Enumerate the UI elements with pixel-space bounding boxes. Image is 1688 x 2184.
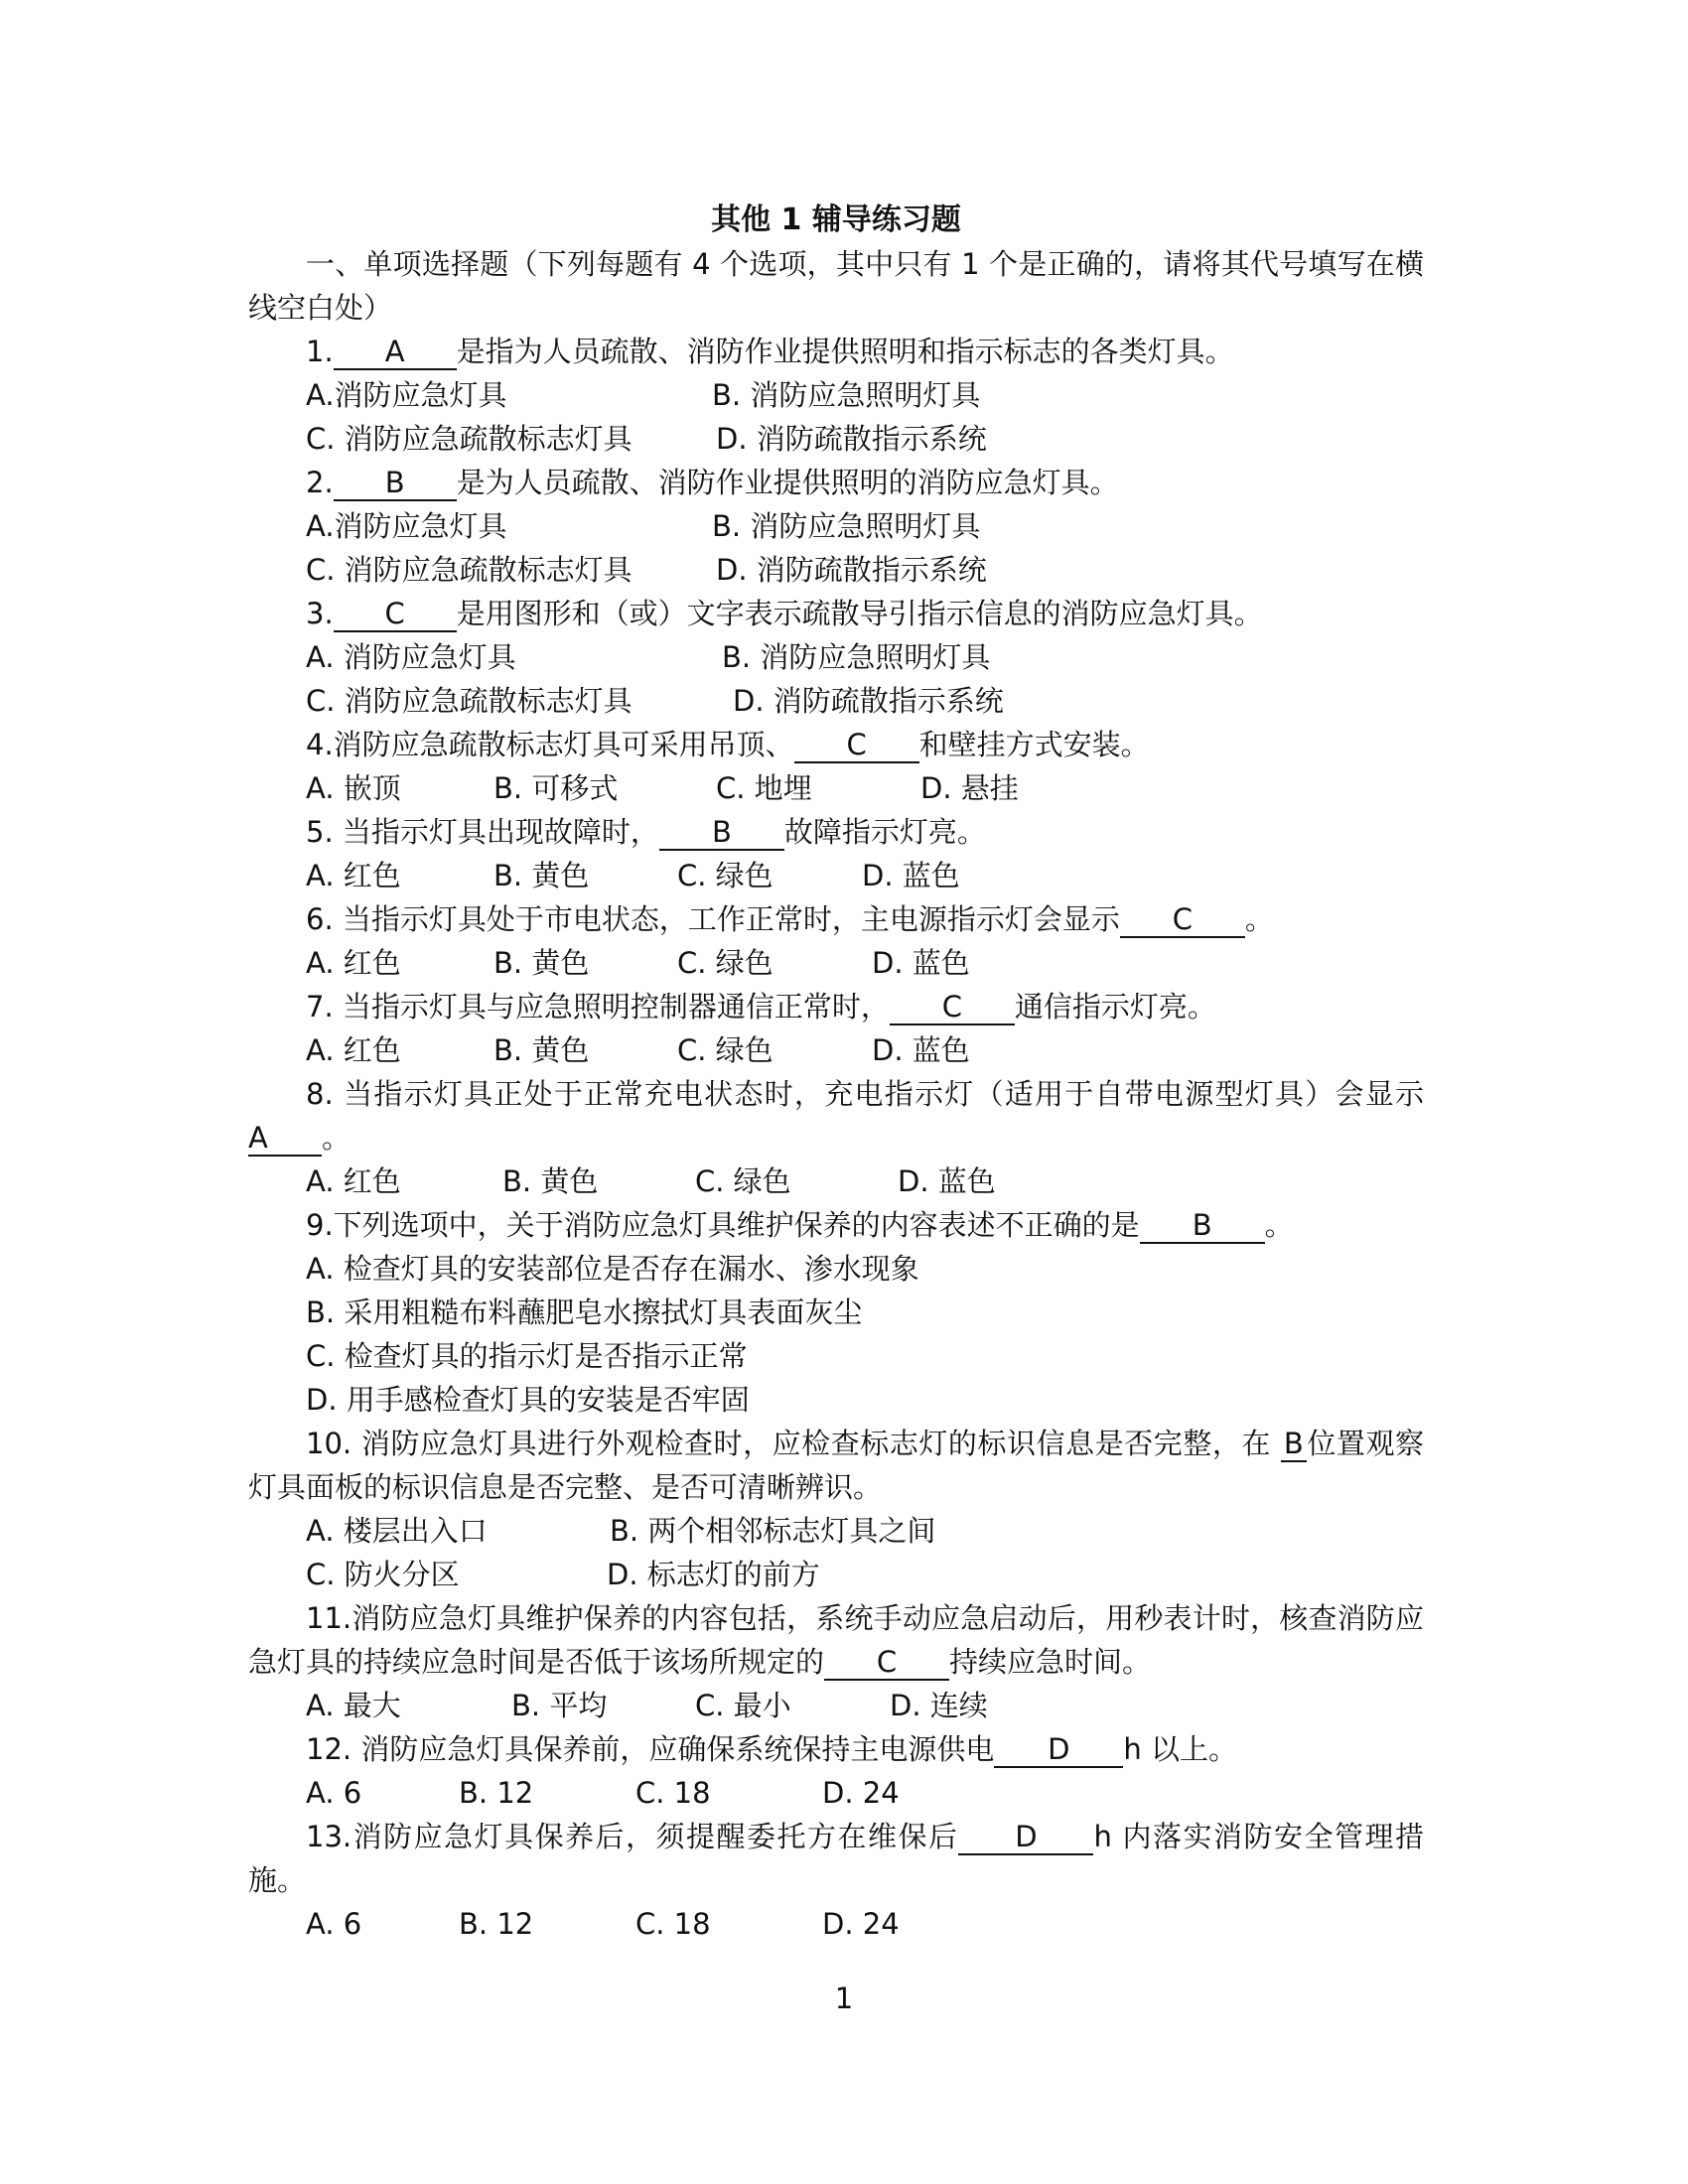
question-12 bbox=[248, 1727, 1424, 1771]
question-2 bbox=[248, 461, 1424, 504]
answer-blank: D bbox=[994, 1732, 1123, 1768]
page-title: 其他 1 辅导练习题 bbox=[711, 203, 961, 237]
options-row bbox=[248, 548, 1424, 592]
question-9 bbox=[248, 1203, 1424, 1247]
answer-blank: B bbox=[659, 815, 784, 851]
question-text: 是指为人员疏散、消防作业提供照明和指示标志的各类灯具。 bbox=[456, 335, 1234, 368]
option-a: A. 6 bbox=[306, 1907, 362, 1941]
question-text: 11.消防应急灯具维护保养的内容包括，系统手动应急启动后，用秒表计时，核查消防应急灯具的持续应急时间是否低于该场所规定的 bbox=[248, 1601, 1424, 1679]
option-a: A.消防应急灯具 bbox=[306, 378, 507, 412]
option-a: A. 红色 bbox=[306, 1033, 401, 1067]
answer-blank: C bbox=[824, 1645, 949, 1681]
options-row bbox=[248, 1509, 1424, 1553]
question-text: 10. 消防应急灯具进行外观检查时，应检查标志灯的标识信息是否完整，在 bbox=[306, 1427, 1272, 1460]
answer-blank: D bbox=[958, 1820, 1093, 1855]
question-text: 通信指示灯亮。 bbox=[1014, 990, 1216, 1024]
options-row bbox=[248, 854, 1424, 897]
question-13 bbox=[248, 1815, 1424, 1902]
option-c: C. 消防应急疏散标志灯具 bbox=[306, 684, 633, 718]
question-5 bbox=[248, 810, 1424, 854]
option-b: B. 黄色 bbox=[493, 1033, 590, 1067]
question-8 bbox=[248, 1072, 1424, 1160]
option-d: D. 蓝色 bbox=[898, 1164, 996, 1198]
option-a: A. 6 bbox=[306, 1776, 362, 1810]
question-text: 3. bbox=[306, 597, 334, 630]
option-d: D. 连续 bbox=[890, 1689, 988, 1722]
option-a: A. 检查灯具的安装部位是否存在漏水、渗水现象 bbox=[306, 1252, 919, 1286]
option-b: B. 12 bbox=[459, 1907, 534, 1941]
option-a: A.消防应急灯具 bbox=[306, 509, 507, 543]
page-number: 1 bbox=[834, 1981, 854, 2015]
question-text: 和壁挂方式安装。 bbox=[918, 728, 1150, 761]
option-c: C. 检查灯具的指示灯是否指示正常 bbox=[306, 1339, 748, 1373]
option-a: A. 红色 bbox=[306, 946, 401, 980]
options-row bbox=[248, 1160, 1424, 1203]
question-text: h 以上。 bbox=[1123, 1732, 1237, 1766]
option-d: D. 蓝色 bbox=[872, 946, 970, 980]
question-text: 。 bbox=[322, 1121, 352, 1155]
answer-blank: C bbox=[334, 597, 457, 632]
options-row bbox=[248, 373, 1424, 417]
options-row bbox=[248, 1902, 1424, 1946]
question-6 bbox=[248, 897, 1424, 941]
options-row bbox=[248, 504, 1424, 548]
option-c: C. 绿色 bbox=[677, 946, 774, 980]
question-1 bbox=[248, 330, 1424, 373]
option-b: B. 黄色 bbox=[493, 946, 590, 980]
options-row bbox=[248, 1771, 1424, 1815]
option-c: C. 18 bbox=[635, 1907, 711, 1941]
option-b: B. 消防应急照明灯具 bbox=[722, 640, 991, 674]
question-3 bbox=[248, 592, 1424, 635]
option-a: A. 最大 bbox=[306, 1689, 401, 1722]
question-text: 6. 当指示灯具处于市电状态，工作正常时，主电源指示灯会显示 bbox=[306, 902, 1120, 936]
option-b: B. 消防应急照明灯具 bbox=[712, 509, 981, 543]
option-b: B. 消防应急照明灯具 bbox=[712, 378, 981, 412]
option-d: D. 消防疏散指示系统 bbox=[733, 684, 1004, 718]
question-text: 持续应急时间。 bbox=[949, 1645, 1152, 1679]
answer-blank: B bbox=[1281, 1427, 1307, 1462]
question-text: 12. 消防应急灯具保养前，应确保系统保持主电源供电 bbox=[306, 1732, 995, 1766]
option-d: D. 24 bbox=[822, 1776, 900, 1810]
option-a: A. 嵌顶 bbox=[306, 771, 401, 805]
question-text: 13.消防应急灯具保养后，须提醒委托方在维保后 bbox=[306, 1820, 959, 1853]
answer-blank: B bbox=[1140, 1208, 1265, 1244]
option-b: B. 两个相邻标志灯具之间 bbox=[610, 1514, 936, 1548]
option-c: C. 18 bbox=[635, 1776, 711, 1810]
option-d: D. 悬挂 bbox=[920, 771, 1019, 805]
option-d: D. 消防疏散指示系统 bbox=[716, 553, 987, 587]
options-row bbox=[248, 635, 1424, 679]
option-b: B. 可移式 bbox=[493, 771, 619, 805]
option-d: D. 标志灯的前方 bbox=[607, 1558, 820, 1591]
option-d: D. 用手感检查灯具的安装是否牢固 bbox=[306, 1383, 750, 1417]
question-text: 1. bbox=[306, 335, 334, 368]
option-c: C. 消防应急疏散标志灯具 bbox=[306, 422, 633, 456]
options-row bbox=[248, 1553, 1424, 1596]
options-row bbox=[248, 766, 1424, 810]
question-text: 是用图形和（或）文字表示疏散导引指示信息的消防应急灯具。 bbox=[456, 597, 1263, 630]
option-b: B. 平均 bbox=[511, 1689, 608, 1722]
option-c: C. 绿色 bbox=[695, 1164, 791, 1198]
options-row bbox=[248, 679, 1424, 723]
option-b: B. 12 bbox=[459, 1776, 534, 1810]
option-c: C. 最小 bbox=[695, 1689, 791, 1722]
question-4 bbox=[248, 723, 1424, 766]
option-a: A. 红色 bbox=[306, 1164, 401, 1198]
answer-blank: A bbox=[334, 335, 457, 370]
question-text: 8. 当指示灯具正处于正常充电状态时，充电指示灯（适用于自带电源型灯具）会显示 bbox=[306, 1077, 1424, 1111]
question-text: 7. 当指示灯具与应急照明控制器通信正常时， bbox=[306, 990, 890, 1024]
question-text: 。 bbox=[1264, 1208, 1294, 1242]
option-c: C. 绿色 bbox=[677, 1033, 774, 1067]
options-row bbox=[248, 417, 1424, 461]
question-10 bbox=[248, 1422, 1424, 1509]
options-row bbox=[248, 1028, 1424, 1072]
options-row bbox=[248, 941, 1424, 985]
option-c: C. 消防应急疏散标志灯具 bbox=[306, 553, 633, 587]
question-text: 9.下列选项中，关于消防应急灯具维护保养的内容表述不正确的是 bbox=[306, 1208, 1140, 1242]
question-text: 2. bbox=[306, 466, 334, 499]
option-c: C. 防火分区 bbox=[306, 1558, 460, 1591]
answer-blank: A bbox=[248, 1121, 322, 1157]
section-heading: 一、单项选择题（下列每题有 4 个选项，其中只有 1 个是正确的，请将其代号填写在横线空白处） bbox=[248, 247, 1424, 325]
answer-blank: C bbox=[794, 728, 919, 763]
question-7 bbox=[248, 985, 1424, 1028]
answer-blank: C bbox=[890, 990, 1015, 1025]
answer-blank: B bbox=[334, 466, 457, 501]
question-text: 4.消防应急疏散标志灯具可采用吊顶、 bbox=[306, 728, 794, 761]
question-text: h 内落实消防安全管理措施。 bbox=[248, 1820, 1424, 1897]
option-d: D. 消防疏散指示系统 bbox=[716, 422, 987, 456]
question-text: 5. 当指示灯具出现故障时， bbox=[306, 815, 659, 849]
option-d: D. 蓝色 bbox=[872, 1033, 970, 1067]
question-text: 故障指示灯亮。 bbox=[783, 815, 986, 849]
option-b: B. 采用粗糙布料蘸肥皂水擦拭灯具表面灰尘 bbox=[306, 1296, 863, 1329]
option-a: A. 楼层出入口 bbox=[306, 1514, 488, 1548]
option-d: D. 蓝色 bbox=[862, 859, 960, 892]
answer-blank: C bbox=[1120, 902, 1245, 938]
option-c: C. 地埋 bbox=[716, 771, 812, 805]
options-row bbox=[248, 1684, 1424, 1727]
option-b: B. 黄色 bbox=[502, 1164, 599, 1198]
document-page bbox=[248, 199, 1424, 1946]
question-text: 位置观察灯具面板的标识信息是否完整、是否可清晰辨识。 bbox=[248, 1427, 1425, 1504]
option-a: A. 消防应急灯具 bbox=[306, 640, 516, 674]
question-text: 。 bbox=[1244, 902, 1274, 936]
question-text: 是为人员疏散、消防作业提供照明的消防应急灯具。 bbox=[456, 466, 1119, 499]
option-c: C. 绿色 bbox=[677, 859, 774, 892]
question-11 bbox=[248, 1596, 1424, 1684]
option-a: A. 红色 bbox=[306, 859, 401, 892]
option-b: B. 黄色 bbox=[493, 859, 590, 892]
option-d: D. 24 bbox=[822, 1907, 900, 1941]
